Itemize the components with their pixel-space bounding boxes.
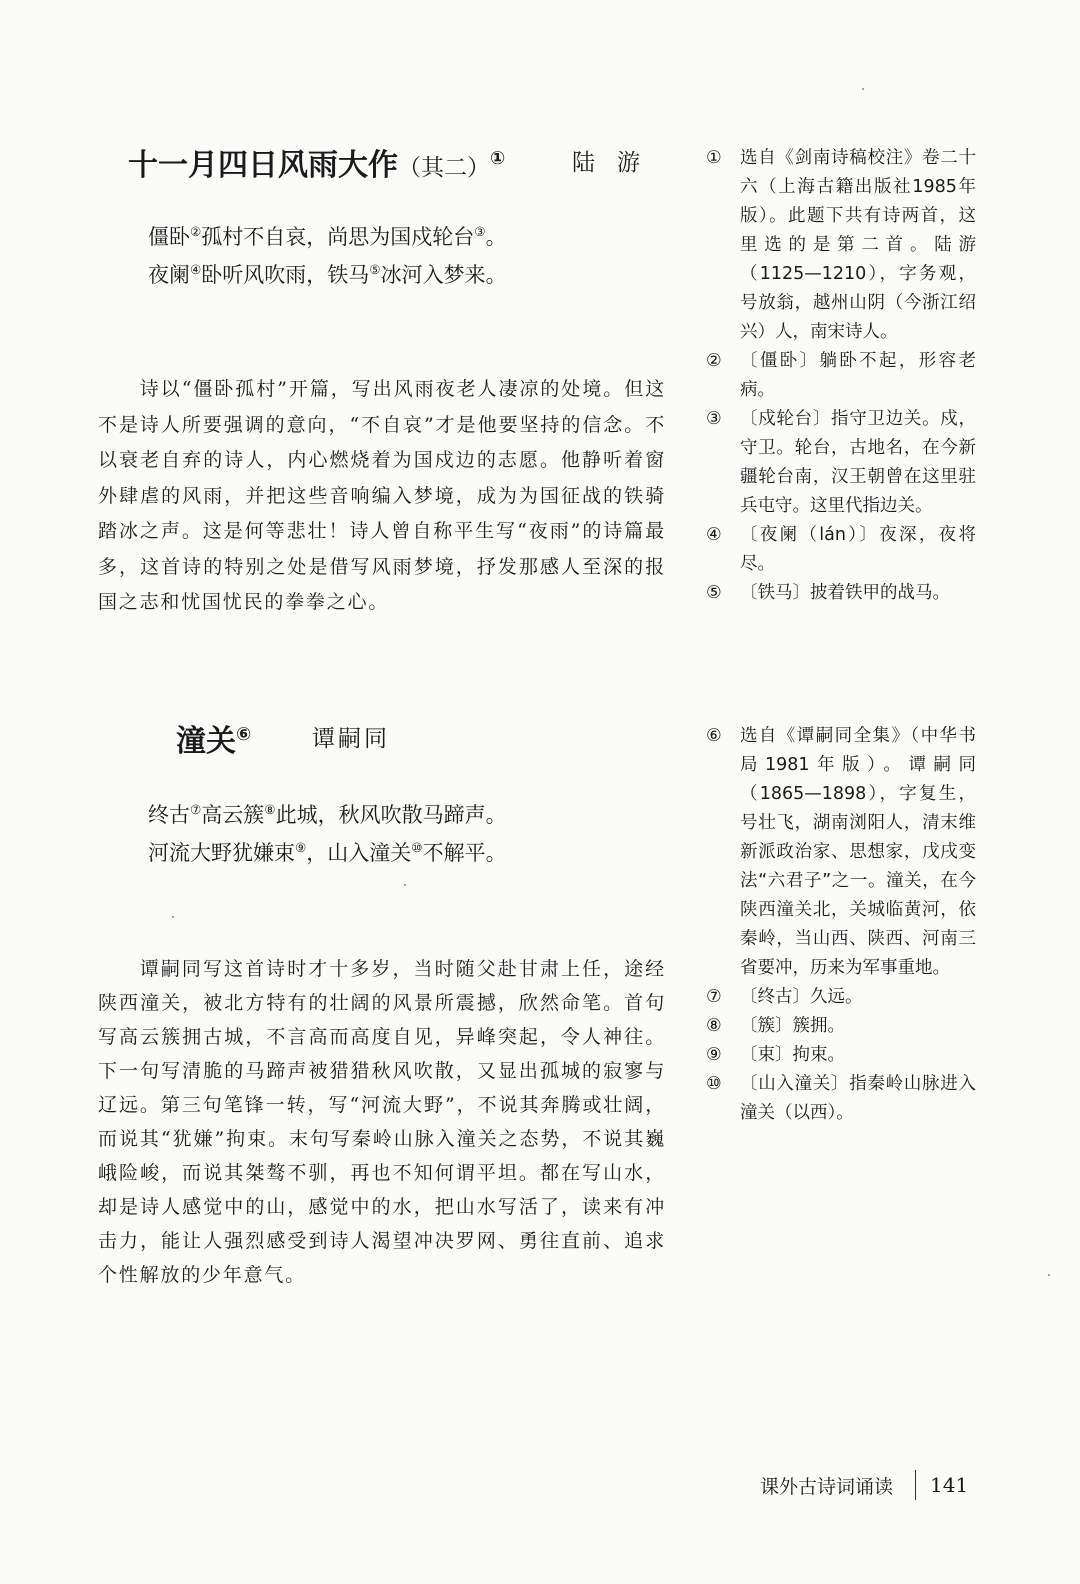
poem1-author: 陆游 xyxy=(572,150,662,176)
note-ref: ⑦ xyxy=(190,802,202,817)
scan-speck xyxy=(404,884,406,886)
poem1-line-1: 僵卧②孤村不自哀，尚思为国戍轮台③。 xyxy=(148,224,507,249)
poem2-author: 谭嗣同 xyxy=(312,726,390,752)
note-10: ⑩ 〔山入潼关〕指秦岭山脉进入潼关（以西）。 xyxy=(706,1074,976,1123)
poem2-line-1: 终古⑦高云簇⑧此城，秋风吹散马蹄声。 xyxy=(148,802,507,827)
note-3: ③ 〔戍轮台〕指守卫边关。戍，守卫。轮台，古地名，在今新疆轮台南，汉王朝曾在这里驻兵屯守。这里代指边关。 xyxy=(706,409,976,516)
poem2-title: 潼关 xyxy=(176,724,236,759)
poem1-title-note-ref: ① xyxy=(490,148,506,169)
note-ref: ⑨ xyxy=(295,840,307,855)
page-footer xyxy=(760,1470,968,1500)
note-7: ⑦ 〔终古〕久远。 xyxy=(706,987,863,1007)
poem2-commentary: 谭嗣同写这首诗时才十多岁，当时随父赴甘肃上任，途经陕西潼关，被北方特有的壮阔的风景所震撼，欣然命笔。首句写高云簇拥古城，不言高而高度自见，异峰突起，令人神往。下一句写清脆的马蹄声被猎猎秋风吹散，又显出孤城的寂寥与辽远。第三句笔锋一转，写“河流大野”，不说其奔腾或壮阔，而说其“犹嫌”拘束。末句写秦岭山脉入潼关之态势，不说其巍峨险峻，而说其桀骜不驯，再也不知何谓平坦。都在写山水，却是诗人感觉中的山，感觉中的水，把山水写活了，读来有冲击力，能让人强烈感受到诗人渴望冲决罗网、勇往直前、追求个性解放的少年意气。 xyxy=(98,958,666,1286)
note-1: ① 选自《剑南诗稿校注》卷二十六（上海古籍出版社1985年版）。此题下共有诗两首，这里选的是第二首。陆游（1125—1210），字务观，号放翁，越州山阴（今浙江绍兴）人，南宋诗人。 xyxy=(706,148,976,342)
note-ref: ④ xyxy=(190,262,202,277)
poem2-line-2: 河流大野犹嫌束⑨，山入潼关⑩不解平。 xyxy=(148,840,507,865)
poem1-subtitle: （其二） xyxy=(398,155,490,181)
note-8: ⑧ 〔簇〕簇拥。 xyxy=(706,1016,845,1036)
poem1-body xyxy=(148,218,628,294)
note-ref: ⑧ xyxy=(264,802,276,817)
scan-speck xyxy=(1048,1274,1050,1276)
footer-book-title: 课外古诗词诵读 xyxy=(760,1475,894,1498)
page-number: 141 xyxy=(930,1473,969,1497)
poem1-commentary: 诗以“僵卧孤村”开篇，写出风雨夜老人凄凉的处境。但这不是诗人所要强调的意向，“不自哀”才是他要坚持的信念。不以衰老自弃的诗人，内心燃烧着为国戍边的志愿。他静听着窗外肆虐的风雨，并把这些音响编入梦境，成为为国征战的铁骑踏冰之声。这是何等悲壮！诗人曾自称平生写“夜雨”的诗篇最多，这首诗的特别之处是借写风雨梦境，抒发那感人至深的报国之志和忧国忧民的拳拳之心。 xyxy=(98,378,666,613)
poem1-title: 十一月四日风雨大作 xyxy=(128,148,398,183)
scan-speck xyxy=(172,916,174,918)
poem1-title-block xyxy=(128,140,568,184)
poem1-notes xyxy=(706,144,976,608)
scan-speck xyxy=(862,88,864,90)
poem2-notes xyxy=(706,722,976,1128)
note-9: ⑨ 〔束〕拘束。 xyxy=(706,1045,845,1065)
poem2-title-note-ref: ⑥ xyxy=(236,724,252,745)
note-ref: ⑩ xyxy=(411,840,423,855)
note-ref: ② xyxy=(190,224,202,239)
poem2-body xyxy=(148,796,628,872)
footer-divider xyxy=(915,1470,916,1500)
poem2-title-block xyxy=(176,716,251,760)
poem1-line-2: 夜阑④卧听风吹雨，铁马⑤冰河入梦来。 xyxy=(148,262,507,287)
note-4: ④ 〔夜阑（lán）〕夜深，夜将尽。 xyxy=(706,525,976,574)
note-ref: ③ xyxy=(474,224,486,239)
note-5: ⑤ 〔铁马〕披着铁甲的战马。 xyxy=(706,583,950,603)
note-2: ② 〔僵卧〕躺卧不起，形容老病。 xyxy=(706,351,976,400)
note-ref: ⑤ xyxy=(369,262,381,277)
note-6: ⑥ 选自《谭嗣同全集》（中华书局1981年版）。谭嗣同（1865—1898），字复生，号壮飞，湖南浏阳人，清末维新派政治家、思想家，戊戌变法“六君子”之一。潼关，在今陕西潼关北，关城临黄河，依秦岭，当山西、陕西、河南三省要冲，历来为军事重地。 xyxy=(706,726,976,978)
